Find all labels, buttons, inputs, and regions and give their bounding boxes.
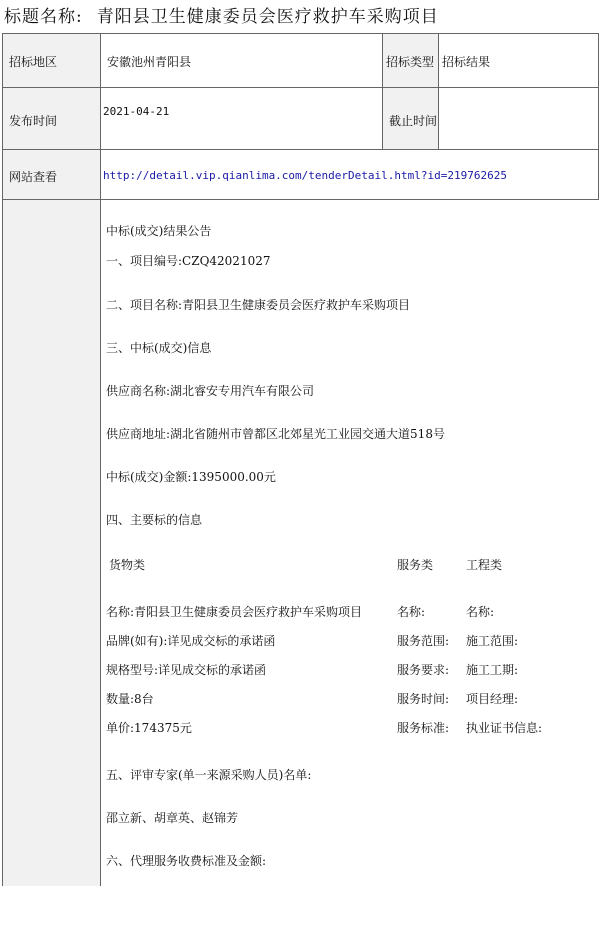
website-label: 网站查看 [9,170,58,184]
project-number: 一、项目编号:CZQ42021027 [106,254,271,268]
region-label-cell [3,34,101,88]
supplier-name: 供应商名称:湖北睿安专用汽车有限公司 [106,384,315,398]
content-label-cell [3,200,101,886]
service-line: 服务时间: [397,692,450,706]
engineering-header: 工程类 [466,558,503,572]
goods-line: 名称:青阳县卫生健康委员会医疗救护车采购项目 [106,605,363,619]
service-line: 服务标准: [397,721,450,735]
goods-line: 规格型号:详见成交标的承诺函 [106,663,267,677]
type-label: 招标类型 [386,55,435,69]
tender-detail-link[interactable]: http://detail.vip.qianlima.com/tenderDetail.html?id=219762625 [103,169,507,182]
title-label: 标题名称: [4,7,83,27]
website-value-cell [101,150,599,200]
engineering-line: 执业证书信息: [466,721,543,735]
region-value-cell [101,34,383,88]
publish-label-cell [3,88,101,150]
expert-names: 邵立新、胡章英、赵锦芳 [106,811,239,825]
info-table [2,33,599,886]
deadline-label: 截止时间 [389,114,438,128]
deadline-label-cell [383,88,439,150]
title-value: 青阳县卫生健康委员会医疗救护车采购项目 [96,7,439,27]
region-value: 安徽池州青阳县 [107,55,192,69]
goods-line: 品牌(如有):详见成交标的承诺函 [106,634,276,648]
deadline-value-cell [439,88,599,150]
page-title [4,2,439,27]
type-value-cell [439,34,599,88]
type-label-cell [383,34,439,88]
section-main-subject: 四、主要标的信息 [106,513,203,527]
service-line: 服务范围: [397,634,450,648]
publish-value-cell [101,88,383,150]
type-value: 招标结果 [442,55,491,69]
supplier-address: 供应商地址:湖北省随州市曾都区北郊星光工业园交通大道518号 [106,427,445,441]
region-label: 招标地区 [9,55,58,69]
engineering-line: 项目经理: [466,692,519,706]
engineering-line: 施工范围: [466,634,519,648]
project-name: 二、项目名称:青阳县卫生健康委员会医疗救护车采购项目 [106,298,411,312]
engineering-line: 名称: [466,605,495,619]
award-amount: 中标(成交)金额:1395000.00元 [106,470,276,484]
service-header: 服务类 [397,558,434,572]
section-award-info: 三、中标(成交)信息 [106,341,212,355]
goods-line: 数量:8台 [106,692,154,706]
engineering-line: 施工工期: [466,663,519,677]
goods-header: 货物类 [109,558,146,572]
website-label-cell [3,150,101,200]
goods-line: 单价:174375元 [106,721,192,735]
publish-label: 发布时间 [9,114,58,128]
publish-date: 2021-04-21 [103,105,170,118]
notice-content [101,200,599,886]
service-line: 服务要求: [397,663,450,677]
notice-heading: 中标(成交)结果公告 [106,224,212,238]
section-experts: 五、评审专家(单一来源采购人员)名单: [106,768,312,782]
service-line: 名称: [397,605,426,619]
section-agency-fee: 六、代理服务收费标准及金额: [106,854,267,868]
